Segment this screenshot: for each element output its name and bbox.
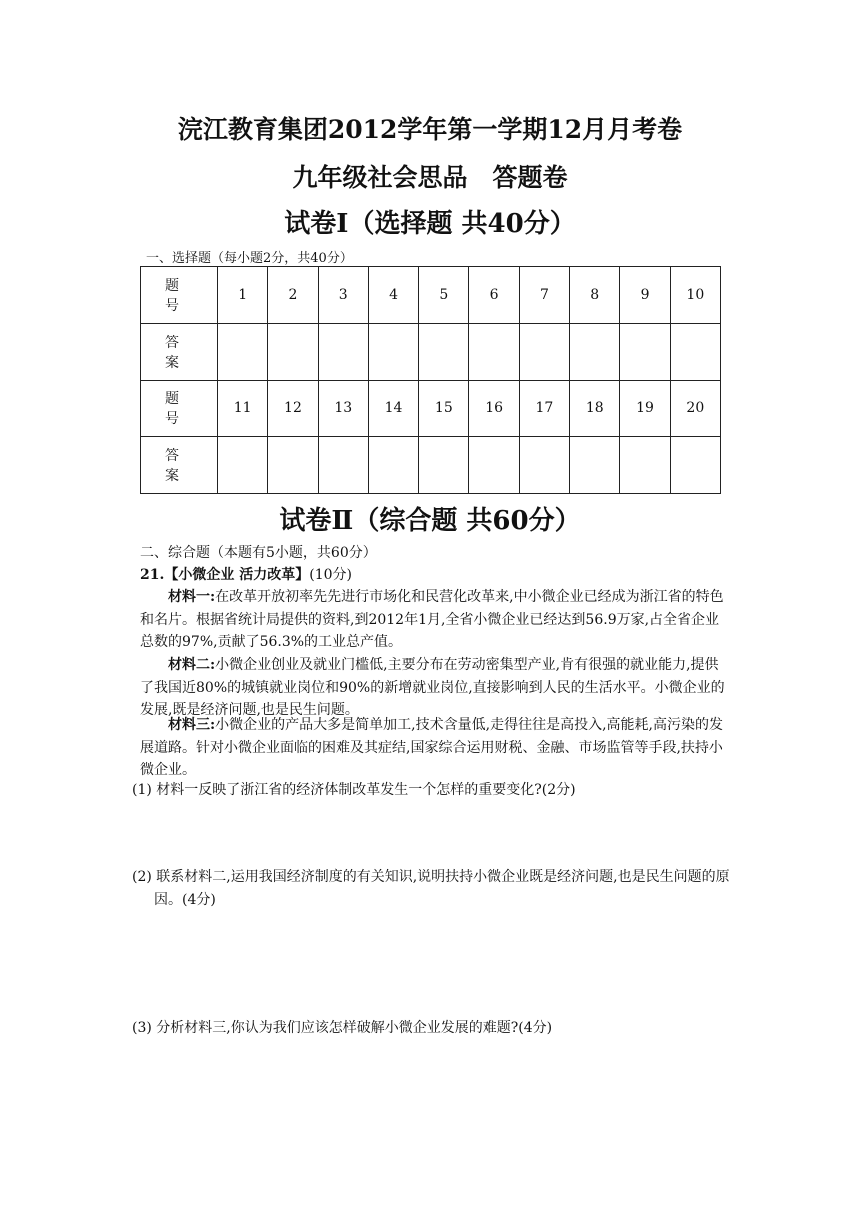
- answer-cell[interactable]: [218, 437, 268, 494]
- number-label: 题 号: [141, 380, 218, 437]
- exam-title: 浣江教育集团2012学年第一学期12月月考卷: [177, 115, 683, 144]
- answer-cell[interactable]: [570, 437, 620, 494]
- material-1-label: 材料一:: [168, 589, 216, 605]
- question-number: 2: [268, 267, 318, 324]
- answer-cell[interactable]: [670, 323, 720, 380]
- material-3-label: 材料三:: [168, 717, 216, 733]
- sub-question-3: (3) 分析材料三,你认为我们应该怎样破解小微企业发展的难题?(4分): [132, 1020, 553, 1036]
- question-score: (10分): [309, 567, 352, 583]
- answer-cell[interactable]: [318, 323, 368, 380]
- question-number: 3: [318, 267, 368, 324]
- question-number: 18: [570, 380, 620, 437]
- question-number: 11: [218, 380, 268, 437]
- answer-cell[interactable]: [218, 323, 268, 380]
- question-number: 1: [218, 267, 268, 324]
- question21-heading: [140, 564, 732, 587]
- answer-cell[interactable]: [469, 437, 519, 494]
- answer-cell[interactable]: [620, 437, 670, 494]
- answer-cell[interactable]: [519, 323, 569, 380]
- question-number: 12: [268, 380, 318, 437]
- question-number: 20: [670, 380, 720, 437]
- question-number: 7: [519, 267, 569, 324]
- material-2: [140, 654, 732, 722]
- section2-label: 二、综合题（本题有5小题，共60分）: [140, 545, 377, 561]
- part1-title: 试卷Ⅰ（选择题 共40分）: [284, 209, 576, 239]
- number-label: 题 号: [141, 267, 218, 324]
- question-number: 13: [318, 380, 368, 437]
- question-number: 10: [670, 267, 720, 324]
- section1-label: 一、选择题（每小题2分，共40分）: [146, 251, 353, 266]
- answer-cell[interactable]: [670, 437, 720, 494]
- number-row-1: [141, 267, 721, 324]
- answer-cell[interactable]: [570, 323, 620, 380]
- question-number: 15: [419, 380, 469, 437]
- exam-subtitle: 九年级社会思品 答题卷: [292, 163, 568, 192]
- answer-label: 答 案: [141, 437, 218, 494]
- material-3: [140, 714, 732, 782]
- number-row-2: [141, 380, 721, 437]
- question-number: 9: [620, 267, 670, 324]
- answer-cell[interactable]: [419, 323, 469, 380]
- material-2-text: 小微企业创业及就业门槛低,主要分布在劳动密集型产业,肯有很强的就业能力,提供了我国近80%的城镇就业岗位和90%的新增就业岗位,直接影响到人民的生活水平。小微企业的发展,既是经济问题,也是民生问题。: [140, 657, 725, 718]
- answer-cell[interactable]: [368, 437, 418, 494]
- answer-cell[interactable]: [469, 323, 519, 380]
- question-topic: 【小微企业 活力改革】: [164, 567, 310, 583]
- question-number: 19: [620, 380, 670, 437]
- material-3-text: 小微企业的产品大多是简单加工,技术含量低,走得往往是高投入,高能耗,高污染的发展道路。针对小微企业面临的困难及其症结,国家综合运用财税、金融、市场监管等手段,扶持小微企业。: [140, 717, 723, 778]
- answer-label: 答 案: [141, 323, 218, 380]
- answer-row-2: [141, 437, 721, 494]
- answer-row-1: [141, 323, 721, 380]
- material-2-label: 材料二:: [168, 657, 216, 673]
- sub-question-1: (1) 材料一反映了浙江省的经济体制改革发生一个怎样的重要变化?(2分): [132, 782, 576, 798]
- question-number: 5: [419, 267, 469, 324]
- part2-title: 试卷Ⅱ（综合题 共60分）: [279, 506, 581, 536]
- answer-cell[interactable]: [368, 323, 418, 380]
- question-number: 6: [469, 267, 519, 324]
- material-1-text: 在改革开放初率先先进行市场化和民营化改革来,中小微企业已经成为浙江省的特色和名片。根据省统计局提供的资料,到2012年1月,全省小微企业已经达到56.9万家,占全省企业总数的97%,贡献了56.3%的工业总产值。: [140, 589, 724, 650]
- sub-question-2: (2) 联系材料二,运用我国经济制度的有关知识,说明扶持小微企业既是经济问题,也是民生问题的原因。(4分): [132, 869, 730, 908]
- answer-cell[interactable]: [419, 437, 469, 494]
- answer-cell[interactable]: [268, 437, 318, 494]
- answer-cell[interactable]: [620, 323, 670, 380]
- question-number: 17: [519, 380, 569, 437]
- question-number: 16: [469, 380, 519, 437]
- material-1: [140, 586, 732, 654]
- question-number: 8: [570, 267, 620, 324]
- answer-table: [140, 266, 721, 494]
- answer-cell[interactable]: [519, 437, 569, 494]
- question-number: 14: [368, 380, 418, 437]
- answer-cell[interactable]: [318, 437, 368, 494]
- answer-cell[interactable]: [268, 323, 318, 380]
- question-number: 21.: [140, 567, 165, 583]
- question-number: 4: [368, 267, 418, 324]
